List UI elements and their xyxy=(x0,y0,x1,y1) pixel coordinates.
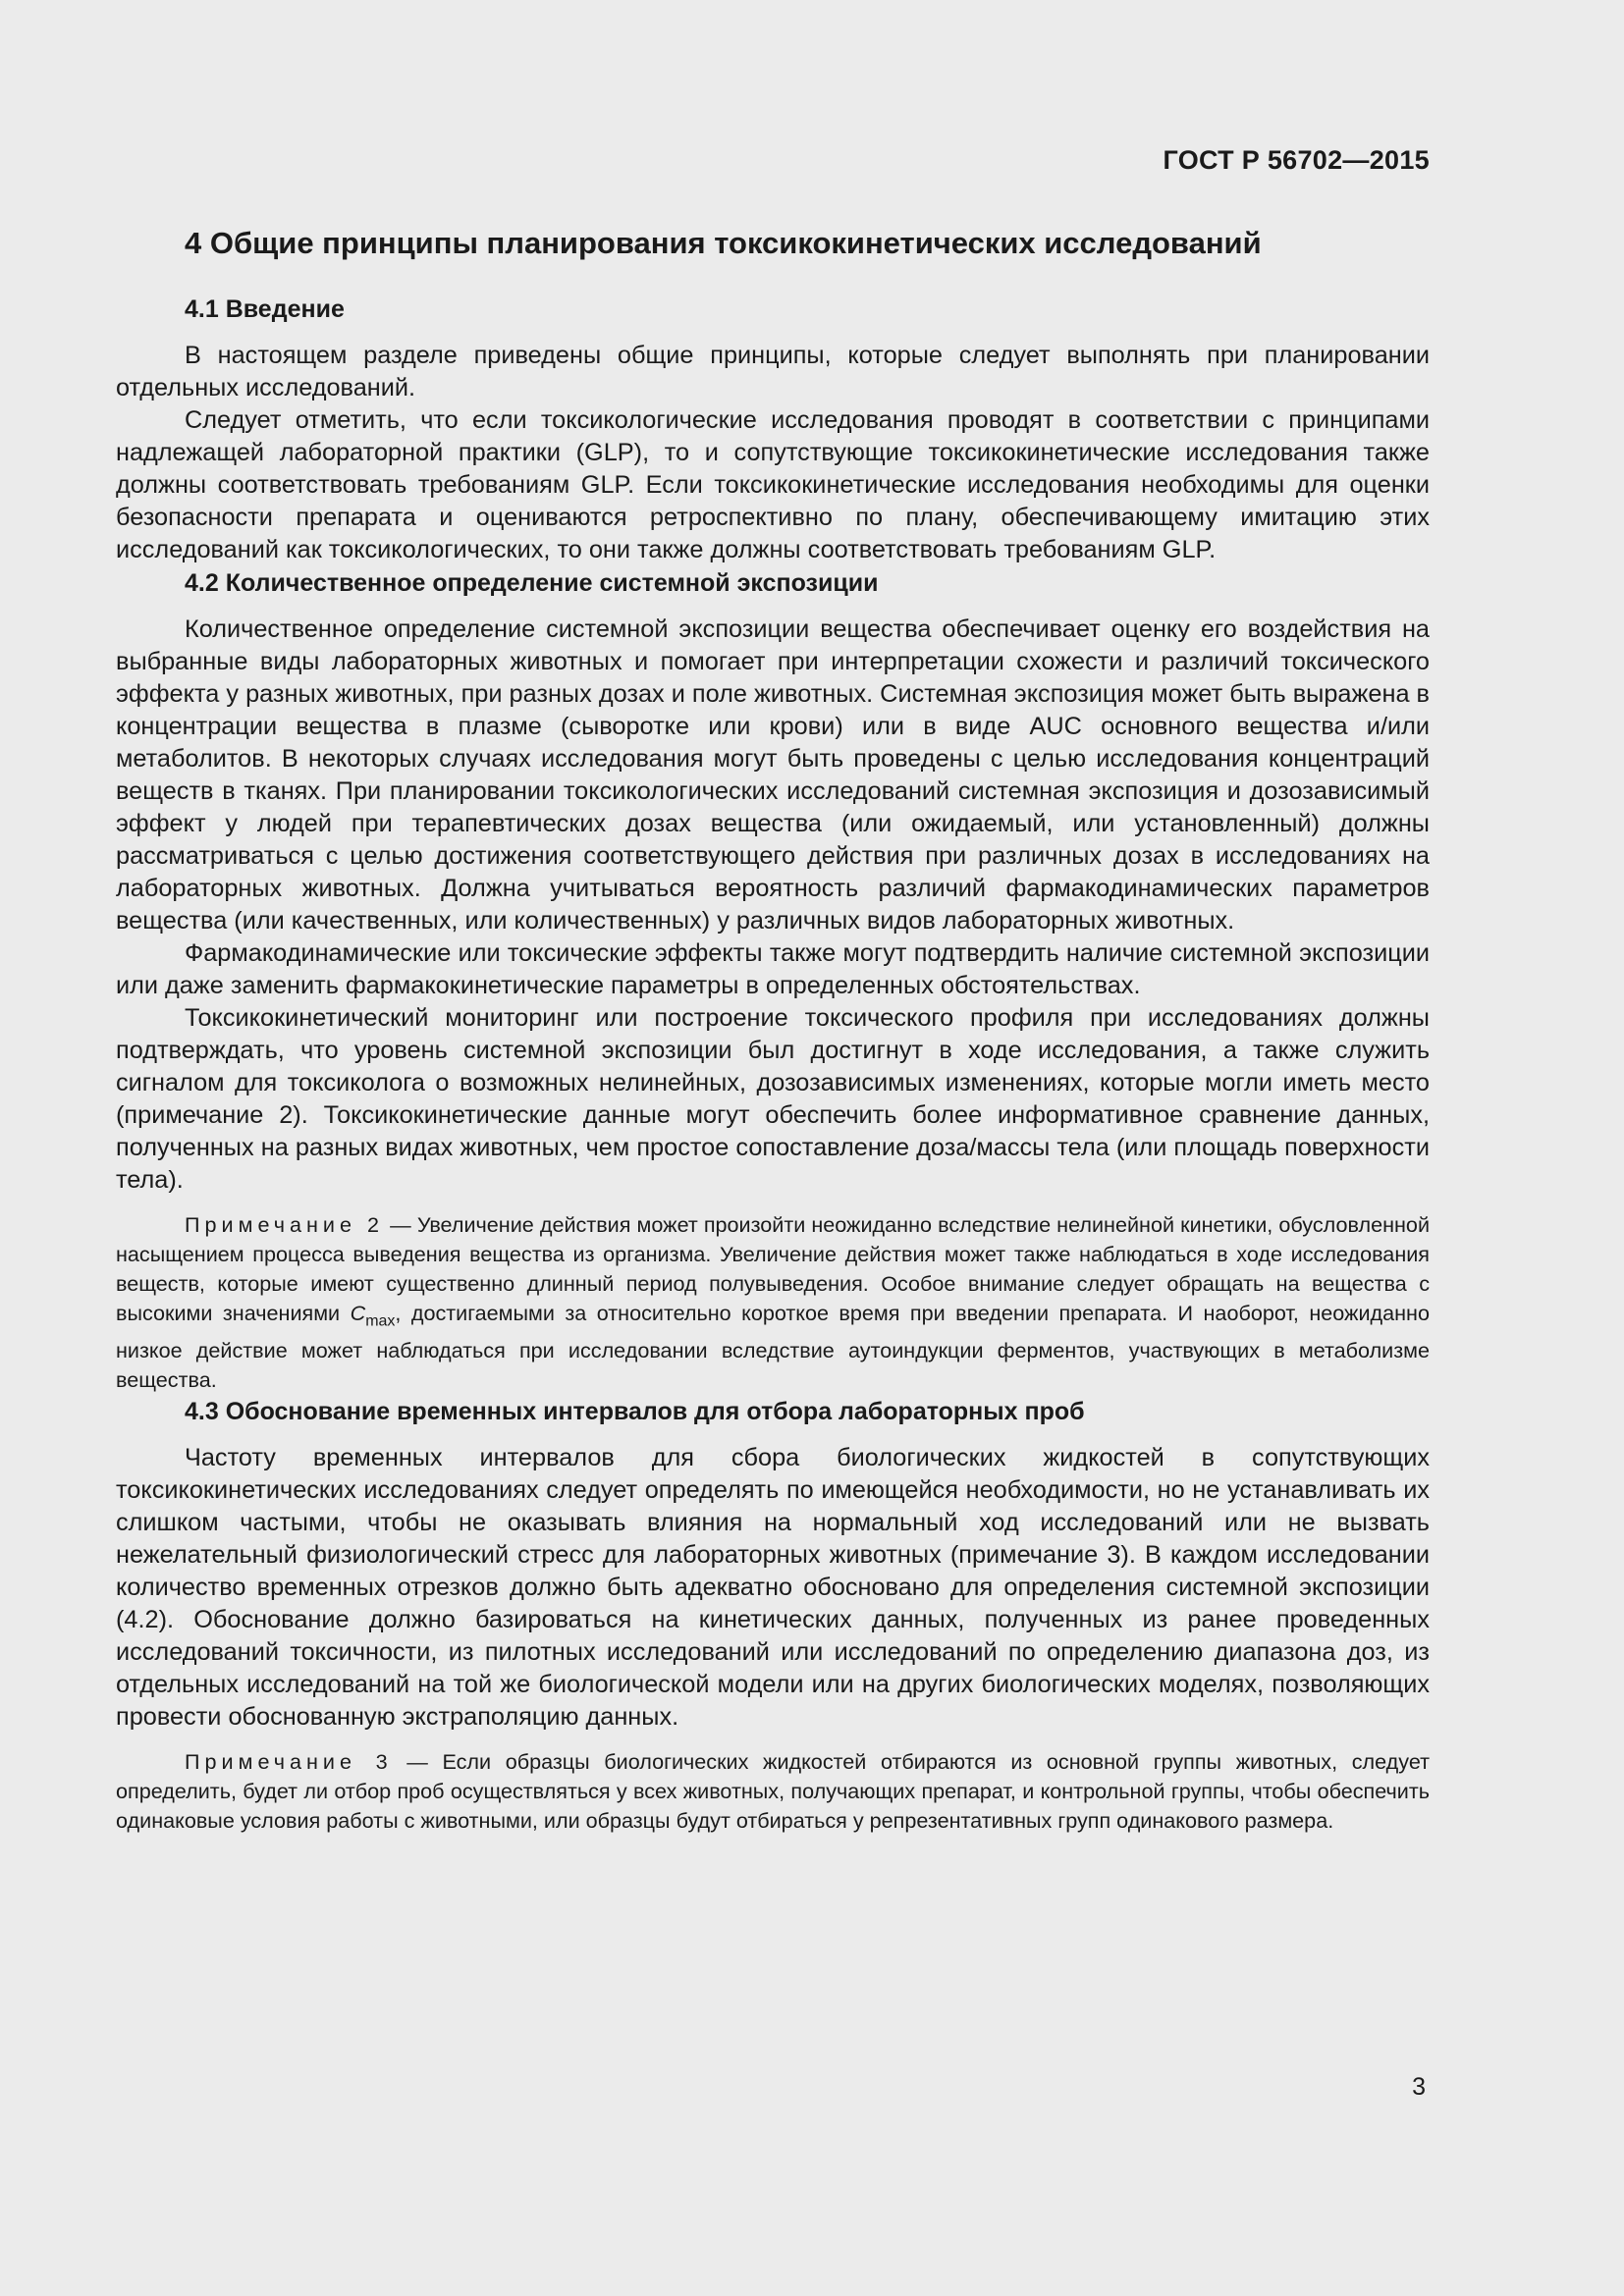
paragraph: Частоту временных интервалов для сбора биологических жидкостей в сопутствующих токсикокинетических исследованиях следует определять по имеющейся необходимости, но не устанавливать их слишком частыми, чтобы не оказывать влияния на нормальный ход исследований или не вызвать нежелательный физиологический стресс для лабораторных животных (примечание 3). В каждом исследовании количество временных отрезков должно быть адекватно обосновано для определения системной экспозиции (4.2). Обоснование должно базироваться на кинетических данных, полученных из ранее проведенных исследований токсичности, из пилотных исследований или исследований по определению диапазона доз, из отдельных исследований на той же биологической модели или на других биологических моделях, позволяющих провести обоснованную экстраполяцию данных. xyxy=(116,1444,1430,1732)
note-symbol: C xyxy=(350,1301,366,1325)
note-subscript: max xyxy=(365,1312,396,1330)
note-label: Примечание 2 xyxy=(185,1212,385,1237)
subsection-title-4-2: 4.2 Количественное определение системной экспозиции xyxy=(185,569,879,597)
paragraph: В настоящем разделе приведены общие принципы, которые следует выполнять при планировании отдельных исследований. xyxy=(116,342,1430,401)
note-2 xyxy=(116,1210,1430,1395)
standard-header: ГОСТ Р 56702—2015 xyxy=(1163,145,1430,175)
paragraph: Фармакодинамические или токсические эффекты также могут подтвердить наличие системной экспозиции или даже заменить фармакокинетические параметры в определенных обстоятельствах. xyxy=(116,939,1430,999)
note-label: Примечание 3 xyxy=(185,1749,393,1775)
paragraph: Количественное определение системной экспозиции вещества обеспечивает оценку его воздействия на выбранные виды лабораторных животных и помогает при интерпретации схожести и различий токсического эффекта у разных животных, при разных дозах и поле животных. Системная экспозиция может быть выражена в концентрации вещества в плазме (сыворотке или крови) или в виде AUC основного вещества и/или метаболитов. В некоторых случаях исследования могут быть проведены с целью исследования концентраций веществ в тканях. При планировании токсикологических исследований системная экспозиция и дозозависимый эффект у людей при терапевтических дозах вещества (или ожидаемый, или установленный) должны рассматриваться с целью достижения соответствующего действия при различных дозах в исследованиях на лабораторных животных. Должна учитываться вероятность различий фармакодинамических параметров вещества (или качественных, или количественных) у различных видов лабораторных животных. xyxy=(116,615,1430,934)
paragraph: Следует отметить, что если токсикологические исследования проводят в соответствии с принципами надлежащей лабораторной практики (GLP), то и сопутствующие токсикокинетические исследования также должны соответствовать требованиям GLP. Если токсикокинетические исследования необходимы для оценки безопасности препарата и оцениваются ретроспективно по плану, обеспечивающему имитацию этих исследований как токсикологических, то они также должны соответствовать требованиям GLP. xyxy=(116,406,1430,563)
note-text: — Увеличение действия может произойти неожиданно вследствие нелинейной кинетики, обусловленной насыщением процесса выведения вещества из организма. Увеличение действия может также наблюдаться в ходе исследования веществ, которые имеют существенно длинный период полувыведения. Особое внимание следует обращать на вещества с высокими значениями xyxy=(116,1212,1430,1325)
subsection-title-4-3: 4.3 Обоснование временных интервалов для отбора лабораторных проб xyxy=(185,1398,1085,1426)
subsection-title-4-1: 4.1 Введение xyxy=(185,295,345,323)
paragraph: Токсикокинетический мониторинг или построение токсического профиля при исследованиях должны подтверждать, что уровень системной экспозиции был достигнут в ходе исследования, а также служить сигналом для токсиколога о возможных нелинейных, дозозависимых изменениях, которые могли иметь место (примечание 2). Токсикокинетические данные могут обеспечить более информативное сравнение данных, полученных на разных видах животных, чем простое сопоставление доза/массы тела (или площадь поверхности тела). xyxy=(116,1004,1430,1194)
note-text: , достигаемыми за относительно короткое время при введении препарата. И наоборот, неожиданно низкое действие может наблюдаться при исследовании вследствие аутоиндукции ферментов, участвующих в метаболизме вещества. xyxy=(116,1301,1430,1393)
page-number: 3 xyxy=(1412,2073,1426,2101)
note-text: — Если образцы биологических жидкостей отбираются из основной группы животных, следует определить, будет ли отбор проб осуществляться у всех животных, получающих препарат, и контрольной группы, чтобы обеспечить одинаковые условия работы с животными, или образцы будут отбираться у репрезентативных групп одинакового размера. xyxy=(116,1749,1430,1834)
note-3 xyxy=(116,1747,1430,1836)
section-title: 4 Общие принципы планирования токсикокинетических исследований xyxy=(185,226,1262,260)
page-content xyxy=(116,224,1430,1836)
